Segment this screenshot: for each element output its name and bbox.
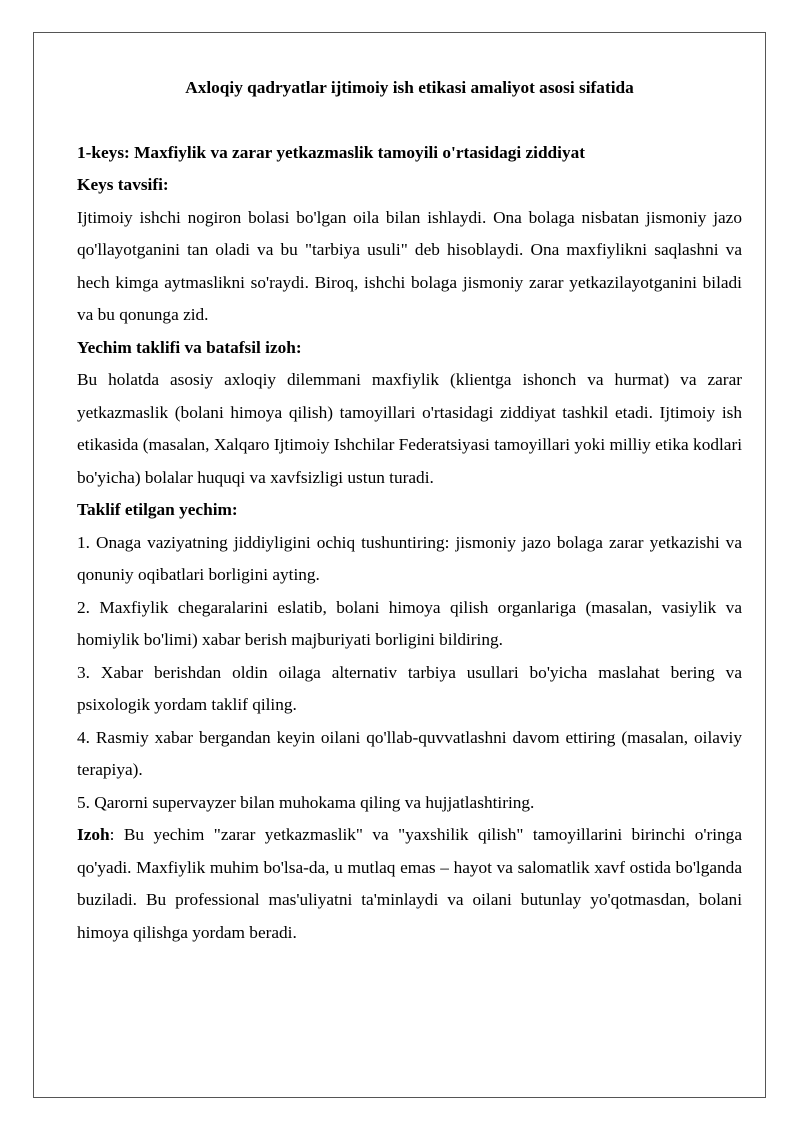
description-heading: Keys tavsifi: <box>77 175 169 194</box>
note-label: Izoh <box>77 825 110 844</box>
solution-paragraph: Bu holatda asosiy axloqiy dilemmani maxfiylik (klientga ishonch va hurmat) va zarar yetkazmaslik (bolani himoya qilish) tamoyillari o'rtasidagi ziddiyat tashkil etadi. Ijtimoiy ish etikasida (masalan, Xalqaro Ijtimoiy Ishchilar Federatsiyasi tamoyillari yoki milliy etika kodlari bo'yicha) bolalar huquqi va xavfsizligi ustun turadi. <box>77 370 742 487</box>
note-text: : Bu yechim "zarar yetkazmaslik" va "yaxshilik qilish" tamoyillarini birinchi o'ringa qo'yadi. Maxfiylik muhim bo'lsa-da, u mutlaq emas – hayot va salomatlik xavf ostida bo'lganda buziladi. Bu professional mas'uliyatni ta'minlaydi va oilani butunlay yo'qotmasdan, bolani himoya qilishga yordam beradi. <box>77 825 742 942</box>
document-title: Axloqiy qadryatlar ijtimoiy ish etikasi amaliyot asosi sifatida <box>185 78 634 97</box>
list-item: 2. Maxfiylik chegaralarini eslatib, bolani himoya qilish organlariga (masalan, vasiylik va homiylik bo'limi) xabar berish majburiyati borligini bildiring. <box>77 597 742 649</box>
list-item: 4. Rasmiy xabar bergandan keyin oilani qo'llab-quvvatlashni davom ettiring (masalan, oilaviy terapiya). <box>77 727 742 779</box>
proposed-solution-heading: Taklif etilgan yechim: <box>77 500 238 519</box>
list-item: 3. Xabar berishdan oldin oilaga alternativ tarbiya usullari bo'yicha maslahat bering va psixologik yordam taklif qiling. <box>77 662 742 714</box>
list-item: 1. Onaga vaziyatning jiddiyligini ochiq tushuntiring: jismoniy jazo bolaga zarar yetkazishi va qonuniy oqibatlari borligini ayting. <box>77 532 742 584</box>
solution-heading: Yechim taklifi va batafsil izoh: <box>77 337 302 357</box>
note-paragraph <box>77 819 742 949</box>
document-body <box>77 72 742 949</box>
list-item: 5. Qarorni supervayzer bilan muhokama qiling va hujjatlashtiring. <box>77 792 535 812</box>
case-heading: 1-keys: Maxfiylik va zarar yetkazmaslik tamoyili o'rtasidagi ziddiyat <box>77 142 585 162</box>
description-paragraph: Ijtimoiy ishchi nogiron bolasi bo'lgan oila bilan ishlaydi. Ona bolaga nisbatan jismoniy jazo qo'llayotganini tan oladi va bu "tarbiya usuli" deb hisoblaydi. Ona maxfiylikni saqlashni va hech kimga aytmaslikni so'raydi. Biroq, ishchi bolaga jismoniy zarar yetkazilayotganini biladi va bu qonunga zid. <box>77 207 742 324</box>
